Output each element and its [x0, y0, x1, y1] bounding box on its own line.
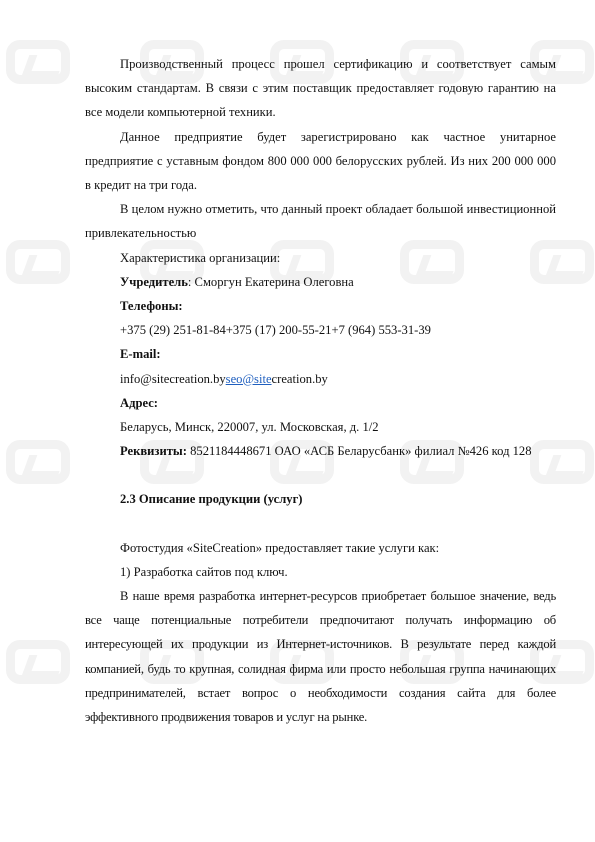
- paragraph-registration: Данное предприятие будет зарегистрировано как частное унитарное предприятие с уставным фондом 800 000 000 белорусских рублей. Из них 200 000 000 в кредит на три года.: [85, 129, 556, 193]
- address-label: Адрес:: [120, 395, 158, 410]
- email-suffix: creation.by: [271, 371, 328, 386]
- address-value: Беларусь, Минск, 220007, ул. Московская, д. 1/2: [120, 420, 379, 435]
- founder-line: [85, 270, 556, 294]
- email-prefix: info@sitecreation.by: [120, 371, 226, 386]
- document-page: [85, 52, 556, 729]
- paragraph-services-intro: Фотостудия «SiteCreation» предоставляет такие услуги как:: [120, 540, 440, 555]
- requisites-label: Реквизиты:: [120, 444, 187, 459]
- paragraph-web-development: В наше время разработка интернет-ресурсов приобретает большое значение, ведь все чаще потенциальные потребители предпочитают получать информацию об интересующей их продукции из Интернет-источников. В результате перед каждой компанией, будь то крупная, солидная фирма или просто небольшая группа начинающих предпринимателей, встает вопрос о необходимости создания сайта для более эффективного продвижения товаров и услуг на рынке.: [85, 589, 556, 725]
- watermark-mark: [6, 40, 70, 84]
- paragraph-service-item-1: 1) Разработка сайтов под ключ.: [120, 564, 288, 579]
- watermark-mark: [6, 440, 70, 484]
- watermark-mark: [6, 640, 70, 684]
- watermark-mark: [6, 240, 70, 284]
- paragraph-certification: Производственный процесс прошел сертификацию и соответствует самым высоким стандартам. В связи с этим поставщик предоставляет годовую гарантию на все модели компьютерной техники.: [85, 57, 556, 120]
- email-link[interactable]: seo@site: [225, 371, 272, 386]
- paragraph-investment: В целом нужно отметить, что данный проект обладает большой инвестиционной привлекательностью: [85, 202, 556, 241]
- email-line: [85, 367, 556, 391]
- paragraph-org-characteristics: Характеристика организации:: [120, 250, 281, 265]
- founder-label: Учредитель: [120, 274, 188, 289]
- phones-value: +375 (29) 251-81-84+375 (17) 200-55-21+7 (964) 553-31-39: [120, 323, 431, 338]
- phones-label: Телефоны:: [120, 299, 183, 314]
- founder-value: : Сморгун Екатерина Олеговна: [187, 274, 354, 289]
- requisites-value: 8521184448671 ОАО «АСБ Беларусбанк» филиал №426 код 128: [186, 444, 532, 459]
- email-label: E-mail:: [120, 347, 161, 362]
- requisites-line: [85, 439, 556, 463]
- section-heading: 2.3 Описание продукции (услуг): [120, 492, 303, 507]
